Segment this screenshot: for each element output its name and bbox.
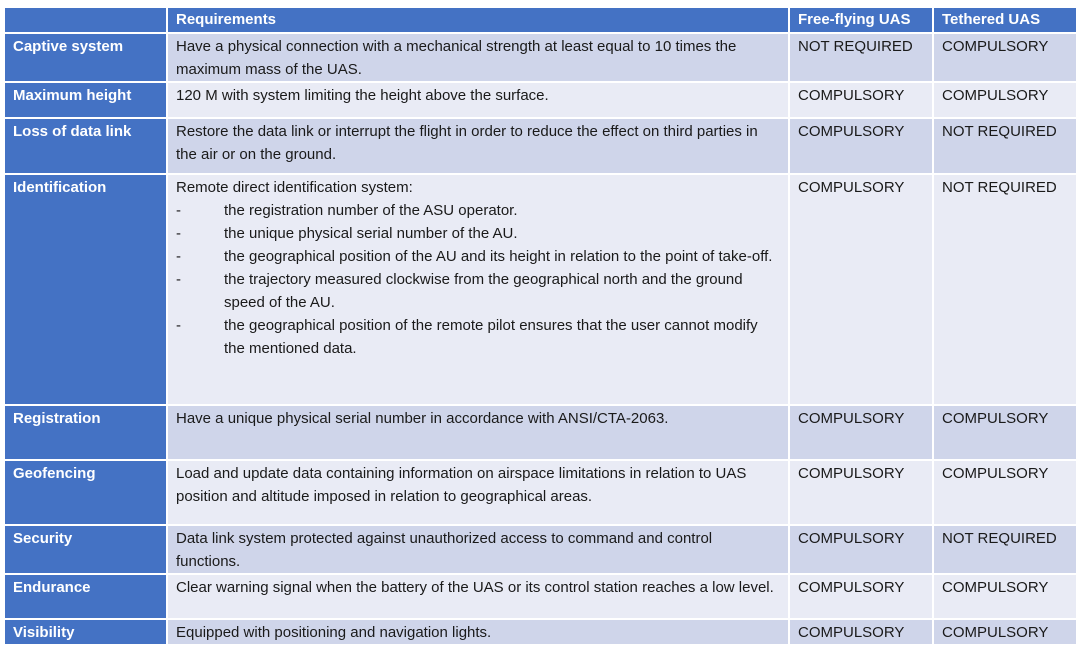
requirement-cell: Clear warning signal when the battery of the UAS or its control station reaches a low level.	[168, 575, 788, 618]
identification-list	[176, 199, 780, 360]
tethered-status: COMPULSORY	[934, 575, 1076, 618]
requirement-intro: Remote direct identification system:	[176, 179, 413, 196]
feature-label: Visibility	[5, 620, 166, 644]
tethered-status: COMPULSORY	[934, 406, 1076, 459]
requirement-cell: 120 M with system limiting the height above the surface.	[168, 83, 788, 117]
requirements-table	[3, 6, 1078, 646]
table-row	[5, 461, 1076, 524]
header-free-flying: Free-flying UAS	[790, 8, 932, 32]
list-item-text: the registration number of the ASU operator.	[224, 202, 518, 219]
requirement-cell: Data link system protected against unauthorized access to command and control functions.	[168, 526, 788, 573]
table-row	[5, 620, 1076, 644]
tethered-status: COMPULSORY	[934, 83, 1076, 117]
list-dash: -	[176, 248, 181, 265]
list-item-text: the geographical position of the AU and its height in relation to the point of take-off.	[224, 248, 773, 265]
requirement-cell: Have a physical connection with a mechanical strength at least equal to 10 times the maximum mass of the UAS.	[168, 34, 788, 81]
requirement-cell: Equipped with positioning and navigation lights.	[168, 620, 788, 644]
table-row	[5, 83, 1076, 117]
tethered-status: COMPULSORY	[934, 620, 1076, 644]
table-row	[5, 175, 1076, 404]
header-requirements: Requirements	[168, 8, 788, 32]
free-flying-status: NOT REQUIRED	[790, 34, 932, 81]
free-flying-status: COMPULSORY	[790, 526, 932, 573]
tethered-status: COMPULSORY	[934, 34, 1076, 81]
list-item	[176, 268, 780, 314]
list-item-text: the geographical position of the remote pilot ensures that the user cannot modify the mentioned data.	[224, 317, 758, 357]
list-dash: -	[176, 225, 181, 242]
feature-label: Captive system	[5, 34, 166, 81]
free-flying-status: COMPULSORY	[790, 575, 932, 618]
requirement-cell: Load and update data containing information on airspace limitations in relation to UAS position and altitude imposed in relation to geographical areas.	[168, 461, 788, 524]
header-tethered: Tethered UAS	[934, 8, 1076, 32]
header-row	[5, 8, 1076, 32]
requirement-cell: Restore the data link or interrupt the flight in order to reduce the effect on third parties in the air or on the ground.	[168, 119, 788, 173]
feature-label: Endurance	[5, 575, 166, 618]
list-item	[176, 314, 780, 360]
table-row	[5, 575, 1076, 618]
table-row	[5, 406, 1076, 459]
feature-label: Loss of data link	[5, 119, 166, 173]
tethered-status: COMPULSORY	[934, 461, 1076, 524]
free-flying-status: COMPULSORY	[790, 119, 932, 173]
table-row	[5, 526, 1076, 573]
feature-label: Registration	[5, 406, 166, 459]
list-item	[176, 199, 780, 222]
tethered-status: NOT REQUIRED	[934, 175, 1076, 404]
feature-label: Security	[5, 526, 166, 573]
table-row	[5, 34, 1076, 81]
free-flying-status: COMPULSORY	[790, 406, 932, 459]
free-flying-status: COMPULSORY	[790, 620, 932, 644]
tethered-status: NOT REQUIRED	[934, 119, 1076, 173]
list-item-text: the trajectory measured clockwise from the geographical north and the ground speed of the AU.	[224, 271, 743, 311]
list-dash: -	[176, 271, 181, 288]
feature-label: Identification	[5, 175, 166, 404]
list-dash: -	[176, 202, 181, 219]
free-flying-status: COMPULSORY	[790, 175, 932, 404]
list-item-text: the unique physical serial number of the AU.	[224, 225, 518, 242]
free-flying-status: COMPULSORY	[790, 461, 932, 524]
requirement-cell: Have a unique physical serial number in accordance with ANSI/CTA-2063.	[168, 406, 788, 459]
feature-label: Maximum height	[5, 83, 166, 117]
tethered-status: NOT REQUIRED	[934, 526, 1076, 573]
header-blank-cell	[5, 8, 166, 32]
free-flying-status: COMPULSORY	[790, 83, 932, 117]
feature-label: Geofencing	[5, 461, 166, 524]
list-dash: -	[176, 317, 181, 334]
list-item	[176, 245, 780, 268]
list-item	[176, 222, 780, 245]
table-row	[5, 119, 1076, 173]
requirement-cell	[168, 175, 788, 404]
